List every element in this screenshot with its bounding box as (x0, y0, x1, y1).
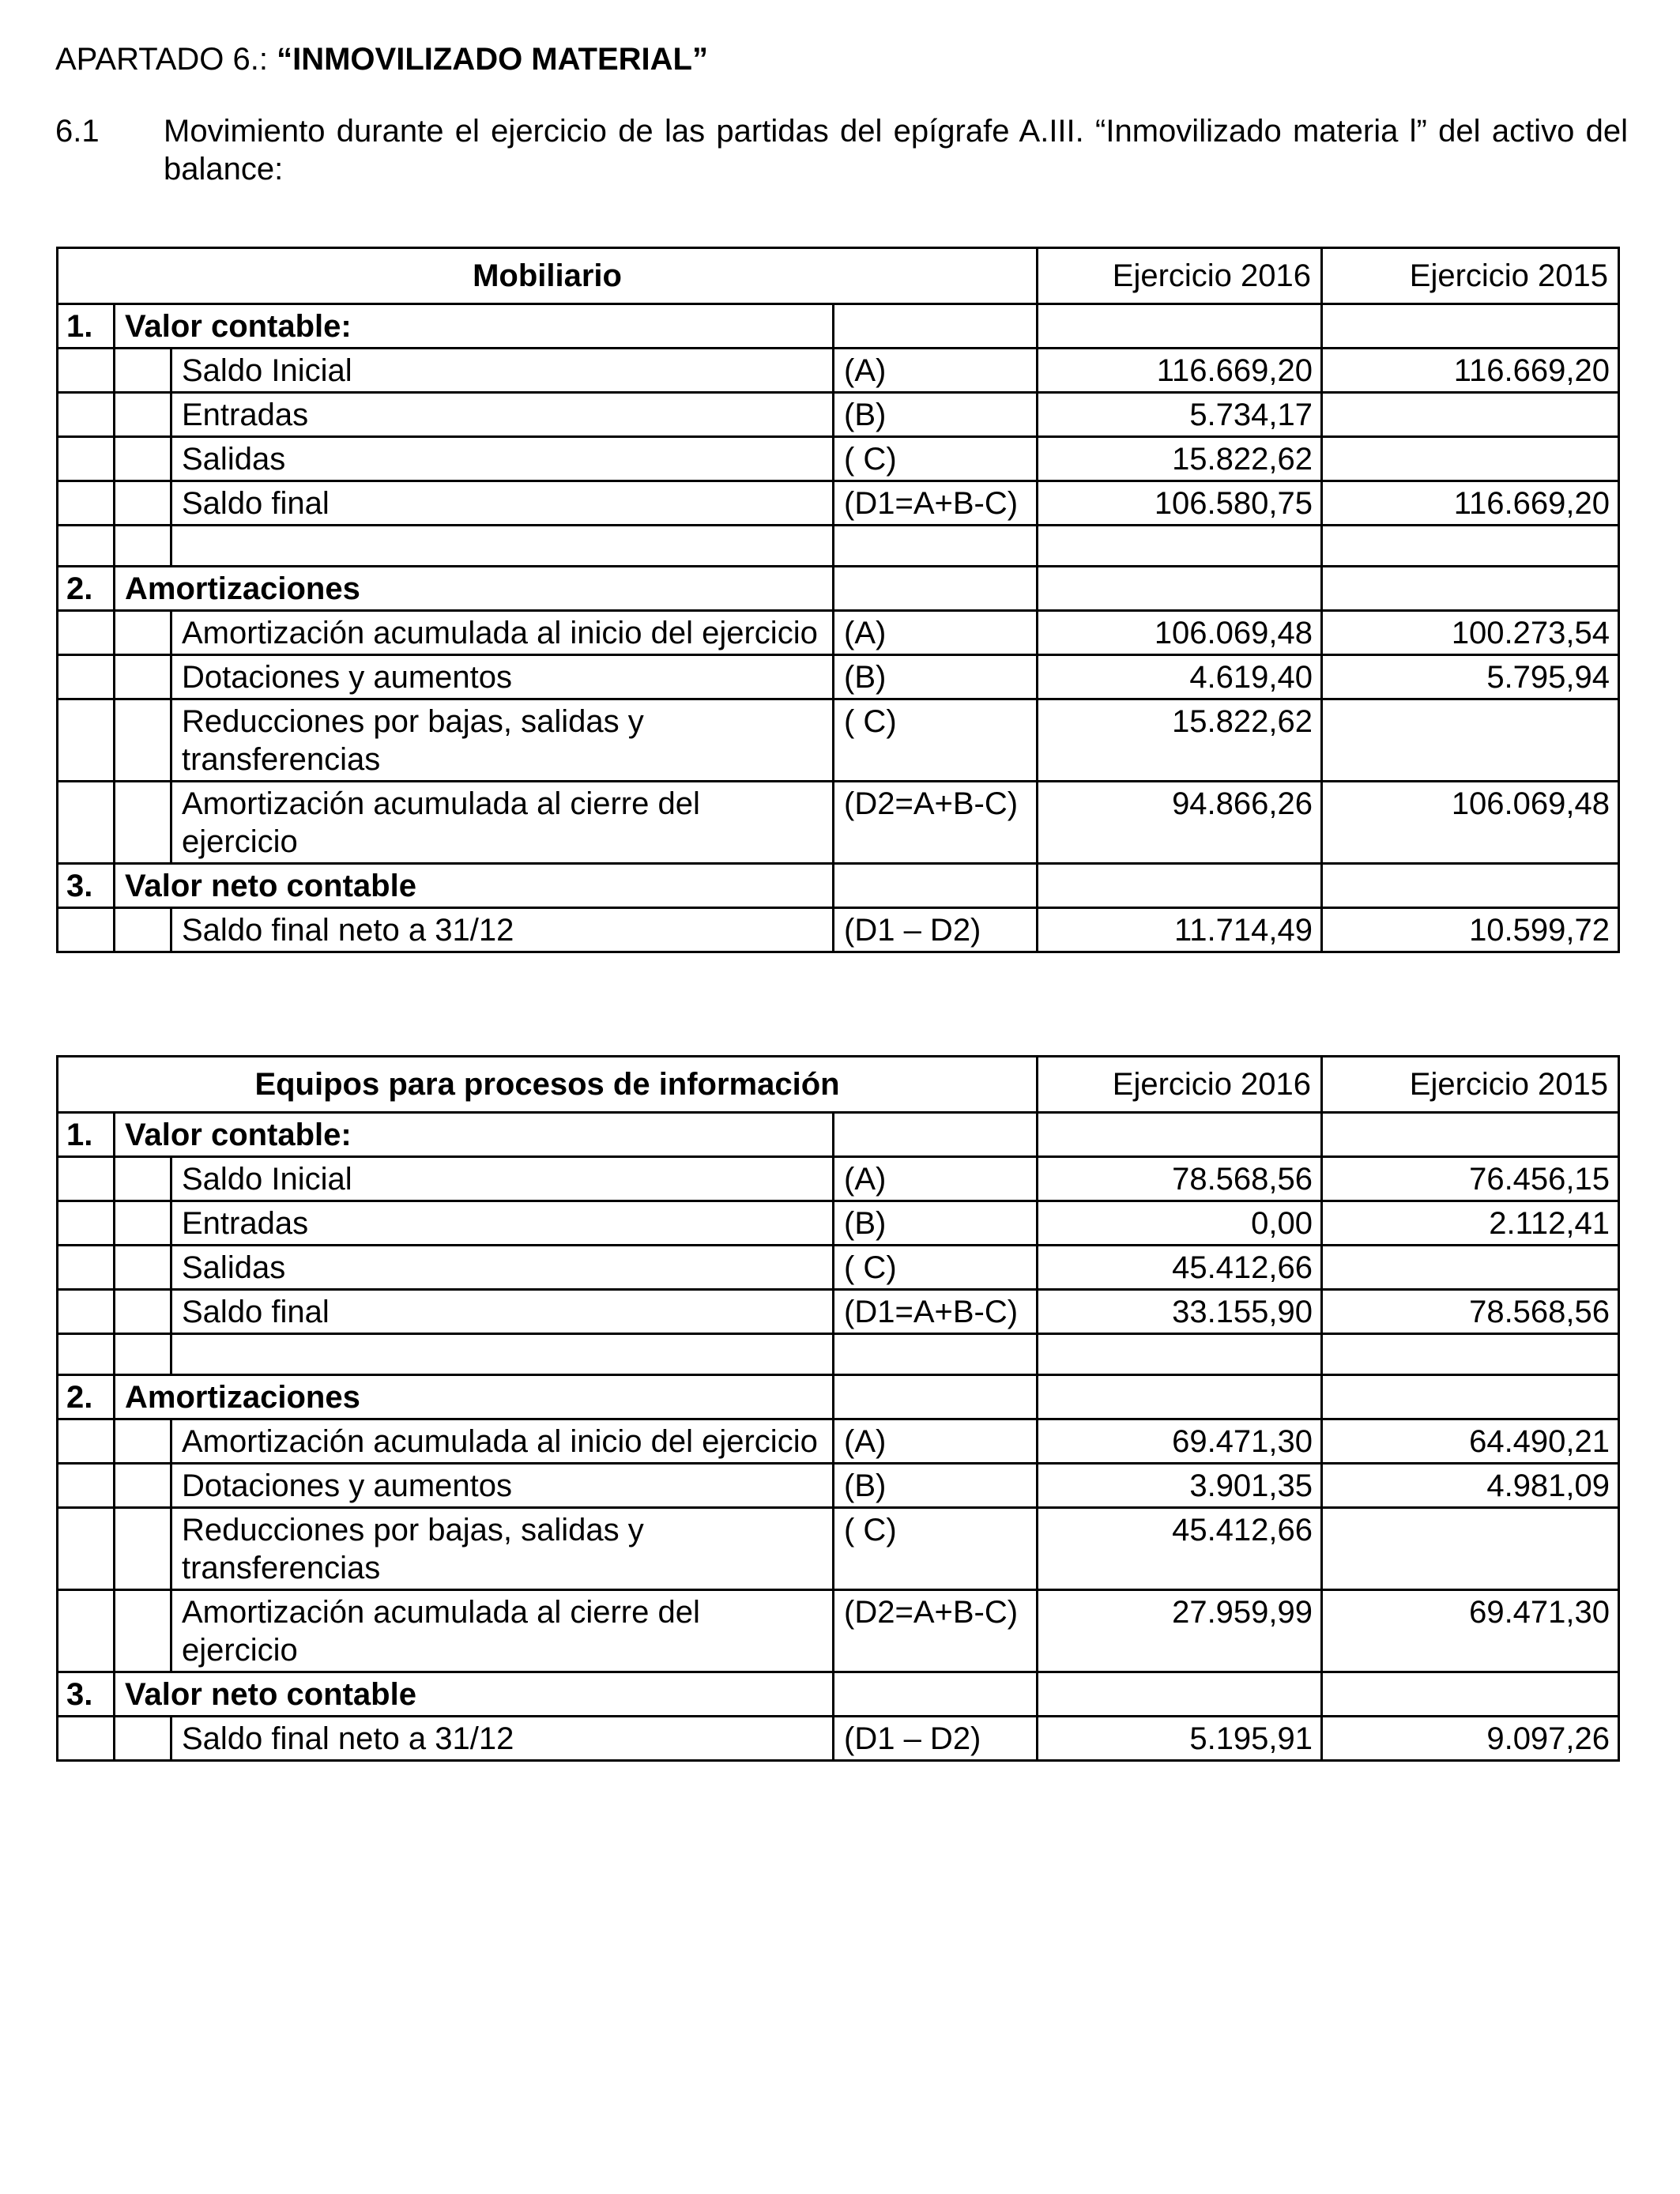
section-label: Valor neto contable (115, 864, 834, 908)
section-label: Amortizaciones (115, 567, 834, 611)
column-header-2015: Ejercicio 2015 (1322, 248, 1619, 304)
table-row (58, 304, 1619, 349)
empty-cell (1322, 304, 1619, 349)
paragraph-text: Movimiento durante el ejercicio de las partidas del epígrafe A.III. “Inmovilizado materia l” del activo del balance: (164, 114, 1628, 187)
empty-cell (115, 481, 171, 526)
row-code: (B) (834, 655, 1038, 699)
table-row (58, 908, 1619, 952)
empty-cell (115, 611, 171, 655)
table-row (58, 393, 1619, 437)
section-number: 2. (58, 1375, 115, 1419)
value-2016: 3.901,35 (1038, 1464, 1322, 1508)
empty-cell (1322, 1672, 1619, 1717)
empty-cell (115, 782, 171, 864)
row-label: Saldo final (171, 481, 834, 526)
value-2016: 15.822,62 (1038, 437, 1322, 481)
empty-cell (115, 349, 171, 393)
value-2015: 9.097,26 (1322, 1717, 1619, 1761)
empty-cell (115, 1246, 171, 1290)
table-row (58, 611, 1619, 655)
empty-cell (58, 611, 115, 655)
value-2016: 69.471,30 (1038, 1419, 1322, 1464)
empty-cell (115, 699, 171, 782)
empty-cell (115, 1419, 171, 1464)
row-code: ( C) (834, 1508, 1038, 1590)
empty-cell (834, 1672, 1038, 1717)
row-label: Amortización acumulada al inicio del ejercicio (171, 1419, 834, 1464)
empty-cell (58, 481, 115, 526)
table-equipos-informacion (56, 1055, 1620, 1762)
row-code: (A) (834, 1419, 1038, 1464)
table-row (58, 1157, 1619, 1201)
empty-cell (58, 526, 115, 567)
value-2015 (1322, 1246, 1619, 1290)
empty-cell (1322, 1334, 1619, 1375)
row-code: (A) (834, 1157, 1038, 1201)
row-label: Salidas (171, 437, 834, 481)
table-row (58, 1057, 1619, 1113)
value-2015: 64.490,21 (1322, 1419, 1619, 1464)
value-2015: 116.669,20 (1322, 349, 1619, 393)
empty-cell (58, 1508, 115, 1590)
empty-cell (1322, 526, 1619, 567)
row-label: Amortización acumulada al cierre del ejercicio (171, 1590, 834, 1672)
value-2015 (1322, 437, 1619, 481)
table-row (58, 1246, 1619, 1290)
empty-cell (58, 1419, 115, 1464)
empty-cell (115, 437, 171, 481)
row-code: ( C) (834, 437, 1038, 481)
row-code: (D1=A+B-C) (834, 1290, 1038, 1334)
empty-cell (1038, 1375, 1322, 1419)
row-label: Dotaciones y aumentos (171, 1464, 834, 1508)
empty-cell (834, 567, 1038, 611)
row-label: Dotaciones y aumentos (171, 655, 834, 699)
empty-cell (58, 1590, 115, 1672)
section-label: Amortizaciones (115, 1375, 834, 1419)
row-code: (D2=A+B-C) (834, 1590, 1038, 1672)
empty-cell (58, 437, 115, 481)
table-row (58, 1419, 1619, 1464)
table-row (58, 1672, 1619, 1717)
section-label: Valor neto contable (115, 1672, 834, 1717)
value-2015 (1322, 1508, 1619, 1590)
value-2016: 5.195,91 (1038, 1717, 1322, 1761)
value-2015: 2.112,41 (1322, 1201, 1619, 1246)
table-row (58, 1590, 1619, 1672)
empty-cell (834, 1375, 1038, 1419)
row-code: ( C) (834, 699, 1038, 782)
empty-cell (58, 782, 115, 864)
empty-cell (115, 908, 171, 952)
empty-cell (834, 864, 1038, 908)
empty-cell (58, 393, 115, 437)
empty-cell (58, 1334, 115, 1375)
value-2015: 5.795,94 (1322, 655, 1619, 699)
empty-cell (834, 304, 1038, 349)
row-code: (D1 – D2) (834, 1717, 1038, 1761)
value-2015: 10.599,72 (1322, 908, 1619, 952)
table-row (58, 655, 1619, 699)
section-number: 3. (58, 864, 115, 908)
value-2015 (1322, 699, 1619, 782)
value-2016: 27.959,99 (1038, 1590, 1322, 1672)
value-2015 (1322, 393, 1619, 437)
empty-cell (834, 1334, 1038, 1375)
empty-cell (58, 1464, 115, 1508)
table-row (58, 567, 1619, 611)
row-label: Saldo final neto a 31/12 (171, 1717, 834, 1761)
section-number: 1. (58, 1113, 115, 1157)
empty-cell (58, 655, 115, 699)
row-code: (A) (834, 611, 1038, 655)
table-row (58, 782, 1619, 864)
table-row (58, 437, 1619, 481)
value-2016: 78.568,56 (1038, 1157, 1322, 1201)
table-row (58, 699, 1619, 782)
value-2016: 106.580,75 (1038, 481, 1322, 526)
table-row (58, 1375, 1619, 1419)
heading-title: “INMOVILIZADO MATERIAL” (277, 42, 708, 77)
value-2016: 116.669,20 (1038, 349, 1322, 393)
value-2016: 33.155,90 (1038, 1290, 1322, 1334)
value-2015: 100.273,54 (1322, 611, 1619, 655)
row-code: (D2=A+B-C) (834, 782, 1038, 864)
row-label: Reducciones por bajas, salidas y transferencias (171, 1508, 834, 1590)
empty-cell (115, 1201, 171, 1246)
empty-cell (171, 1334, 834, 1375)
empty-cell (1322, 1113, 1619, 1157)
row-label: Reducciones por bajas, salidas y transferencias (171, 699, 834, 782)
empty-cell (58, 1246, 115, 1290)
value-2016: 15.822,62 (1038, 699, 1322, 782)
empty-cell (1322, 567, 1619, 611)
value-2015: 116.669,20 (1322, 481, 1619, 526)
table-row (58, 526, 1619, 567)
section-number: 1. (58, 304, 115, 349)
empty-cell (58, 1157, 115, 1201)
section-label: Valor contable: (115, 304, 834, 349)
table-row (58, 1201, 1619, 1246)
value-2015: 69.471,30 (1322, 1590, 1619, 1672)
table-row (58, 349, 1619, 393)
row-code: (B) (834, 1464, 1038, 1508)
value-2016: 45.412,66 (1038, 1508, 1322, 1590)
value-2015: 106.069,48 (1322, 782, 1619, 864)
empty-cell (58, 349, 115, 393)
row-label: Amortización acumulada al cierre del ejercicio (171, 782, 834, 864)
row-label: Entradas (171, 1201, 834, 1246)
table-row (58, 248, 1619, 304)
value-2015: 4.981,09 (1322, 1464, 1619, 1508)
empty-cell (1038, 1334, 1322, 1375)
table-title: Equipos para procesos de información (58, 1057, 1038, 1113)
column-header-2015: Ejercicio 2015 (1322, 1057, 1619, 1113)
intro-paragraph (55, 112, 1628, 188)
heading-prefix: APARTADO 6.: (55, 42, 268, 77)
paragraph-number: 6.1 (55, 114, 100, 149)
empty-cell (1322, 1375, 1619, 1419)
empty-cell (115, 1157, 171, 1201)
empty-cell (115, 526, 171, 567)
row-label: Saldo Inicial (171, 349, 834, 393)
row-label: Amortización acumulada al inicio del ejercicio (171, 611, 834, 655)
section-heading (55, 38, 708, 81)
value-2016: 106.069,48 (1038, 611, 1322, 655)
value-2016: 11.714,49 (1038, 908, 1322, 952)
empty-cell (115, 1717, 171, 1761)
empty-cell (58, 1717, 115, 1761)
empty-cell (58, 908, 115, 952)
table-row (58, 1290, 1619, 1334)
value-2015: 78.568,56 (1322, 1290, 1619, 1334)
value-2016: 5.734,17 (1038, 393, 1322, 437)
empty-cell (1038, 526, 1322, 567)
empty-cell (1038, 864, 1322, 908)
empty-cell (1322, 864, 1619, 908)
empty-cell (1038, 567, 1322, 611)
row-label: Salidas (171, 1246, 834, 1290)
table-row (58, 1334, 1619, 1375)
column-header-2016: Ejercicio 2016 (1038, 1057, 1322, 1113)
table-row (58, 864, 1619, 908)
empty-cell (1038, 1113, 1322, 1157)
row-code: ( C) (834, 1246, 1038, 1290)
empty-cell (171, 526, 834, 567)
value-2016: 94.866,26 (1038, 782, 1322, 864)
empty-cell (58, 1290, 115, 1334)
value-2016: 0,00 (1038, 1201, 1322, 1246)
table-row (58, 1717, 1619, 1761)
row-label: Saldo final neto a 31/12 (171, 908, 834, 952)
table-row (58, 1508, 1619, 1590)
empty-cell (115, 1508, 171, 1590)
row-label: Saldo final (171, 1290, 834, 1334)
table-row (58, 1113, 1619, 1157)
row-code: (D1 – D2) (834, 908, 1038, 952)
table-title: Mobiliario (58, 248, 1038, 304)
empty-cell (1038, 304, 1322, 349)
row-label: Saldo Inicial (171, 1157, 834, 1201)
empty-cell (115, 655, 171, 699)
empty-cell (115, 1590, 171, 1672)
empty-cell (115, 1334, 171, 1375)
table-row (58, 481, 1619, 526)
empty-cell (115, 393, 171, 437)
section-number: 3. (58, 1672, 115, 1717)
empty-cell (115, 1464, 171, 1508)
empty-cell (1038, 1672, 1322, 1717)
empty-cell (58, 699, 115, 782)
row-code: (A) (834, 349, 1038, 393)
value-2016: 45.412,66 (1038, 1246, 1322, 1290)
table-mobiliario (56, 247, 1620, 953)
value-2015: 76.456,15 (1322, 1157, 1619, 1201)
empty-cell (115, 1290, 171, 1334)
row-label: Entradas (171, 393, 834, 437)
row-code: (B) (834, 393, 1038, 437)
empty-cell (834, 1113, 1038, 1157)
value-2016: 4.619,40 (1038, 655, 1322, 699)
row-code: (D1=A+B-C) (834, 481, 1038, 526)
column-header-2016: Ejercicio 2016 (1038, 248, 1322, 304)
empty-cell (58, 1201, 115, 1246)
empty-cell (834, 526, 1038, 567)
section-number: 2. (58, 567, 115, 611)
table-row (58, 1464, 1619, 1508)
section-label: Valor contable: (115, 1113, 834, 1157)
row-code: (B) (834, 1201, 1038, 1246)
